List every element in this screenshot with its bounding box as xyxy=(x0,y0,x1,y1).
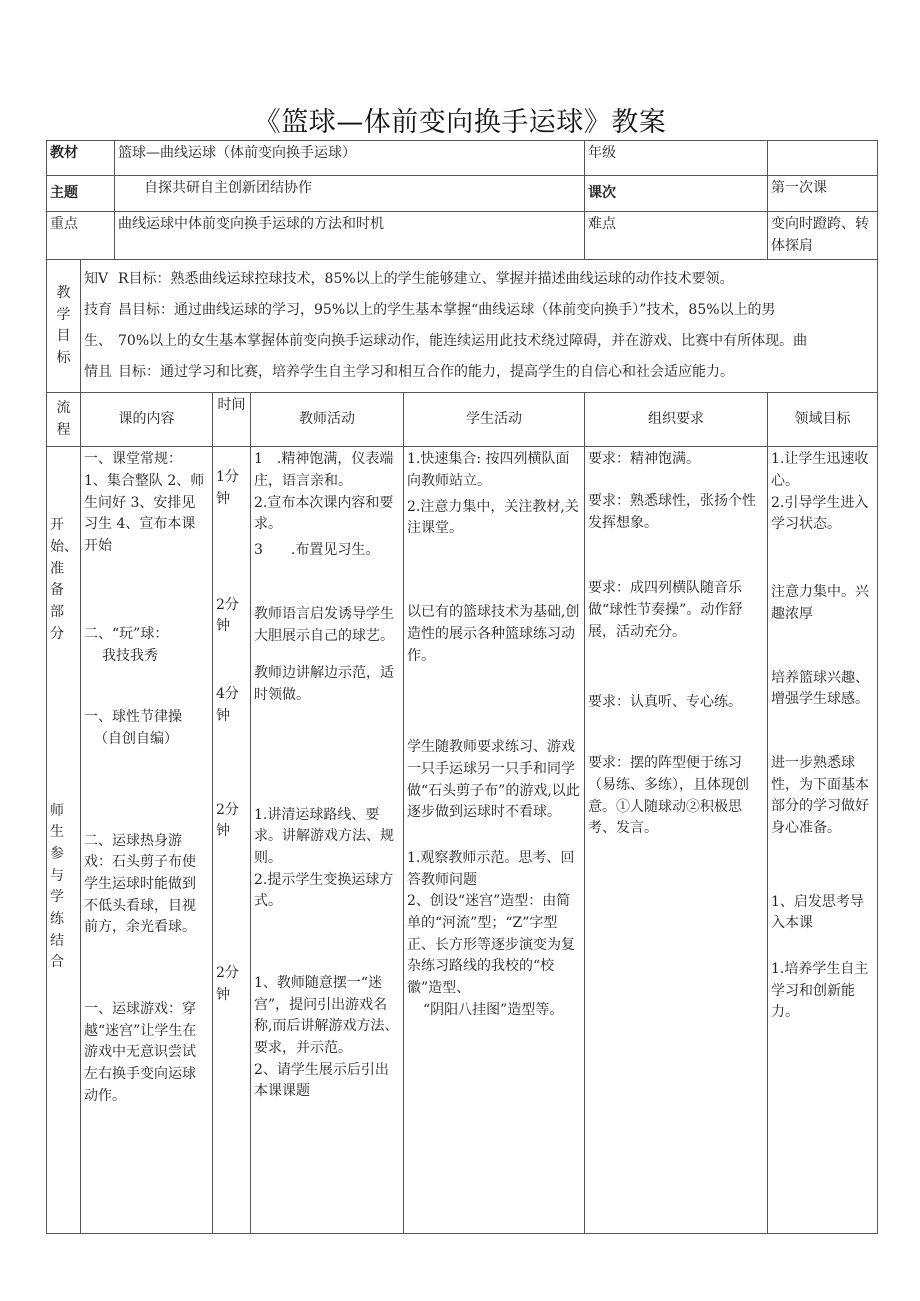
goal-6: 1、启发思考导入本课 xyxy=(771,893,864,932)
objective-text-2: 昌目标：通过曲线运球的学习，95%以上的学生基本掌握“曲线运球（体前变向换手）”技术，85%以上的男 xyxy=(118,302,776,319)
goal-2: 2.引导学生进入学习状态。 xyxy=(771,494,869,533)
time-2: 2分钟 xyxy=(216,596,239,635)
col-process: 流程 xyxy=(47,393,81,447)
grade-label: 年级 xyxy=(585,141,768,176)
teacher-7: 2.提示学生变换运球方式。 xyxy=(254,871,394,910)
org-1: 要求：精神饱满。 xyxy=(588,451,700,468)
objectives-label: 教学目标 xyxy=(47,260,81,393)
objective-line-1 xyxy=(84,264,874,295)
lesson-label: 课次 xyxy=(585,176,768,212)
org-2: 要求：熟悉球性，张扬个性发挥想象。 xyxy=(588,493,756,531)
theme-row xyxy=(47,176,878,212)
objective-sublabel-3: 生、 xyxy=(84,333,112,350)
time-3: 4分钟 xyxy=(216,686,239,724)
key-label: 重点 xyxy=(47,212,115,260)
col-time: 时间 xyxy=(213,393,251,447)
time-5: 2分钟 xyxy=(216,964,239,1003)
lesson-value: 第一次课 xyxy=(768,176,878,212)
goal-4: 培养篮球兴趣、增强学生球感。 xyxy=(771,669,869,708)
student-1: 1.快速集合: 按四列横队面向教师站立。 xyxy=(407,451,570,490)
theme-value xyxy=(115,176,585,212)
objective-text-1: R目标：熟悉曲线运球控球技术，85%以上的学生能够建立、掌握并描述曲线运球的动作技术要领。 xyxy=(118,271,734,288)
objective-line-2 xyxy=(84,295,874,326)
teacher-cell xyxy=(251,447,404,1234)
time-1: 1分钟 xyxy=(216,469,239,508)
time-4: 2分钟 xyxy=(216,801,239,840)
teacher-4: 教师语言启发诱导学生大胆展示自己的球艺。 xyxy=(254,605,394,644)
student-2: 2.注意力集中，关注教材,关注课堂。 xyxy=(407,498,579,537)
body-row xyxy=(47,447,878,1234)
objective-line-4 xyxy=(84,357,874,388)
theme-text: 自探共研自主创新团结协作 xyxy=(144,180,312,196)
material-row xyxy=(47,141,878,176)
diff-value: 变向时蹬跨、转体探肩 xyxy=(768,212,878,260)
process-cell xyxy=(47,447,81,1234)
page-title: 《篮球—体前变向换手运球》教案 xyxy=(253,107,667,138)
org-4: 要求：认真听、专心练。 xyxy=(588,693,742,710)
content-warmup-game: 二、运球热身游戏：石头剪子布使学生运球时能做到不低头看球，目视前方，余光看球。 xyxy=(84,832,196,936)
teacher-3: 3 .布置见习生。 xyxy=(254,542,380,559)
lesson-plan-table xyxy=(46,140,878,1234)
objectives-content xyxy=(81,260,878,393)
content-ball-exercise: 一、球性节律操 xyxy=(84,709,182,726)
student-7: “阴阳八挂图”造型等。 xyxy=(423,1001,564,1018)
content-routine-title: 一、课堂常规： xyxy=(84,451,182,468)
time-cell xyxy=(213,447,251,1234)
objective-text-3: 70%以上的女生基本掌握体前变向换手运球动作，能连续运用此技术绕过障碍，并在游戏、比赛中有所体现。曲 xyxy=(118,333,808,350)
column-header-row xyxy=(47,393,878,447)
grade-value xyxy=(768,141,878,176)
col-teacher: 教师活动 xyxy=(251,393,404,447)
goal-3: 注意力集中。兴趣浓厚 xyxy=(771,584,869,622)
content-cell xyxy=(81,447,213,1234)
process-stage-1: 开始、准备部分 xyxy=(50,517,78,642)
org-3: 要求：成四列横队随音乐做“球性节奏操”。动作舒展，活动充分。 xyxy=(588,580,743,640)
content-ball-exercise-sub: （自创自编） xyxy=(94,730,178,747)
content-play-sub: 我技我秀 xyxy=(102,647,158,664)
teacher-1: 1 .精神饱满，仪表端庄，语言亲和。 xyxy=(254,451,394,490)
key-value: 曲线运球中体前变向换手运球的方法和时机 xyxy=(115,212,585,260)
key-row xyxy=(47,212,878,260)
theme-label: 主题 xyxy=(47,176,115,212)
content-play-title: 二、“玩”球： xyxy=(84,625,169,642)
content-routine-items: 1、集合整队 2、师生问好 3、安排见习生 4、宣布本课开始 xyxy=(84,473,205,555)
process-stage-2: 师生参与学练结合 xyxy=(50,802,64,971)
student-3: 以已有的篮球技术为基础,创造性的展示各种篮球练习动作。 xyxy=(407,604,580,664)
goals-cell xyxy=(768,447,878,1234)
student-4: 学生随教师要求练习、游戏一只手运球另一只手和同学做“石头剪子布”的游戏,以此逐步做到运球时不看球。 xyxy=(407,739,580,821)
student-5: 1.观察教师示范。思考、回答教师问题 xyxy=(407,849,575,888)
goal-5: 进一步熟悉球性，为下面基本部分的学习做好身心准备。 xyxy=(771,754,869,836)
teacher-8: 1、教师随意摆一“迷宫”，提问引出游戏名称,而后讲解游戏方法、要求，并示范。 xyxy=(254,975,399,1057)
material-value: 篮球—曲线运球（体前变向换手运球） xyxy=(115,141,585,176)
goal-7: 1.培养学生自主学习和创新能力。 xyxy=(771,961,869,1021)
objective-sublabel-1: 知V xyxy=(84,271,109,288)
objective-sublabel-4: 情且 xyxy=(84,364,112,381)
teacher-5: 教师边讲解边示范，适时领做。 xyxy=(254,665,394,703)
teacher-9: 2、请学生展示后引出本课课题 xyxy=(254,1061,389,1100)
org-5: 要求：摆的阵型便于练习（易练、多练），且体现创意。①人随球动②积极思考、发言。 xyxy=(588,755,749,837)
col-content: 课的内容 xyxy=(81,393,213,447)
objective-sublabel-2: 技育 xyxy=(84,302,112,319)
content-maze-game: 一、运球游戏：穿越“迷宫”让学生在游戏中无意识尝试左右换手变向运球动作。 xyxy=(84,1001,197,1104)
diff-label: 难点 xyxy=(585,212,768,260)
objective-text-4: 目标：通过学习和比赛，培养学生自主学习和相互合作的能力，提高学生的自信心和社会适应能力。 xyxy=(118,364,734,381)
col-student: 学生活动 xyxy=(404,393,585,447)
goal-1: 1.让学生迅速收心。 xyxy=(771,451,869,490)
student-cell xyxy=(404,447,585,1234)
teacher-2: 2.宣布本次课内容和要求。 xyxy=(254,494,394,533)
teacher-6: 1.讲清运球路线、要求。讲解游戏方法、规则。 xyxy=(254,806,394,866)
objectives-row xyxy=(47,260,878,393)
org-cell xyxy=(585,447,768,1234)
col-goals: 领域目标 xyxy=(768,393,878,447)
material-label: 教材 xyxy=(47,141,115,176)
objective-line-3 xyxy=(84,326,874,357)
col-org: 组织要求 xyxy=(585,393,768,447)
student-6: 2、创设“迷宫”造型：由简单的“河流”型；“Z”字型 正、长方形等逐步演变为复杂练习路线的我校的“校徽”造型、 xyxy=(407,893,575,997)
